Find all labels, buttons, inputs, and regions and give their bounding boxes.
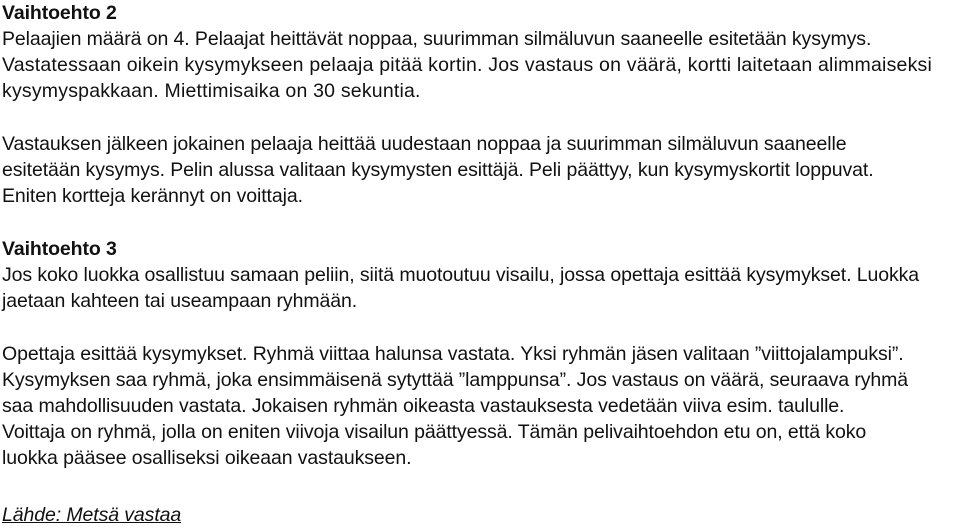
- option-3-para2-line-1: Opettaja esittää kysymykset. Ryhmä viittaa halunsa vastata. Yksi ryhmän jäsen valitaan ”viittojalampuksi”.: [2, 343, 904, 365]
- paragraph-gap: [2, 314, 954, 341]
- option-3-para2-line-3: saa mahdollisuuden vastata. Jokaisen ryhmän oikeasta vastauksesta vedetään viiva esim. taululle.: [2, 395, 845, 417]
- option-2-para2-line-1: Vastauksen jälkeen jokainen pelaaja heittää uudestaan noppaa ja suurimman silmäluvun saaneelle: [2, 133, 847, 155]
- option-3-line-1: Jos koko luokka osallistuu samaan peliin, siitä muotoutuu visailu, jossa opettaja esittää kysymykset. Luokka: [2, 264, 920, 286]
- section-option-2: [2, 0, 954, 209]
- heading-option-2: Vaihtoehto 2: [2, 2, 117, 24]
- option-2-line-2: Vastatessaan oikein kysymykseen pelaaja pitää kortin. Jos vastaus on väärä, kortti laitetaan alimmaiseksi: [2, 54, 932, 76]
- option-2-para2-line-3: Eniten kortteja kerännyt on voittaja.: [2, 185, 303, 207]
- document-page: [2, 0, 954, 528]
- section-option-3: [2, 236, 954, 471]
- option-3-line-2: jaetaan kahteen tai useampaan ryhmään.: [2, 290, 358, 312]
- option-2-line-1: Pelaajien määrä on 4. Pelaajat heittävät noppaa, suurimman silmäluvun saaneelle esitetään kysymys.: [2, 28, 872, 50]
- heading-option-3: Vaihtoehto 3: [2, 238, 117, 260]
- option-2-para2-line-2: esitetään kysymys. Pelin alussa valitaan kysymysten esittäjä. Peli päättyy, kun kysymyskortit loppuvat.: [2, 159, 874, 181]
- source-citation: Lähde: Metsä vastaa: [2, 504, 182, 526]
- source-gap: [2, 471, 954, 502]
- section-gap: [2, 209, 954, 236]
- option-3-para2-line-4: Voittaja on ryhmä, jolla on eniten viivoja visailun päättyessä. Tämän pelivaihtoehdon etu on, että koko: [2, 421, 867, 443]
- option-3-para2-line-5: luokka pääsee osalliseksi oikeaan vastaukseen.: [2, 447, 412, 469]
- option-3-para2-line-2: Kysymyksen saa ryhmä, joka ensimmäisenä sytyttää ”lamppunsa”. Jos vastaus on väärä, seuraava ryhmä: [2, 369, 909, 391]
- paragraph-gap: [2, 104, 954, 131]
- option-2-line-3: kysymyspakkaan. Miettimisaika on 30 sekuntia.: [2, 80, 421, 102]
